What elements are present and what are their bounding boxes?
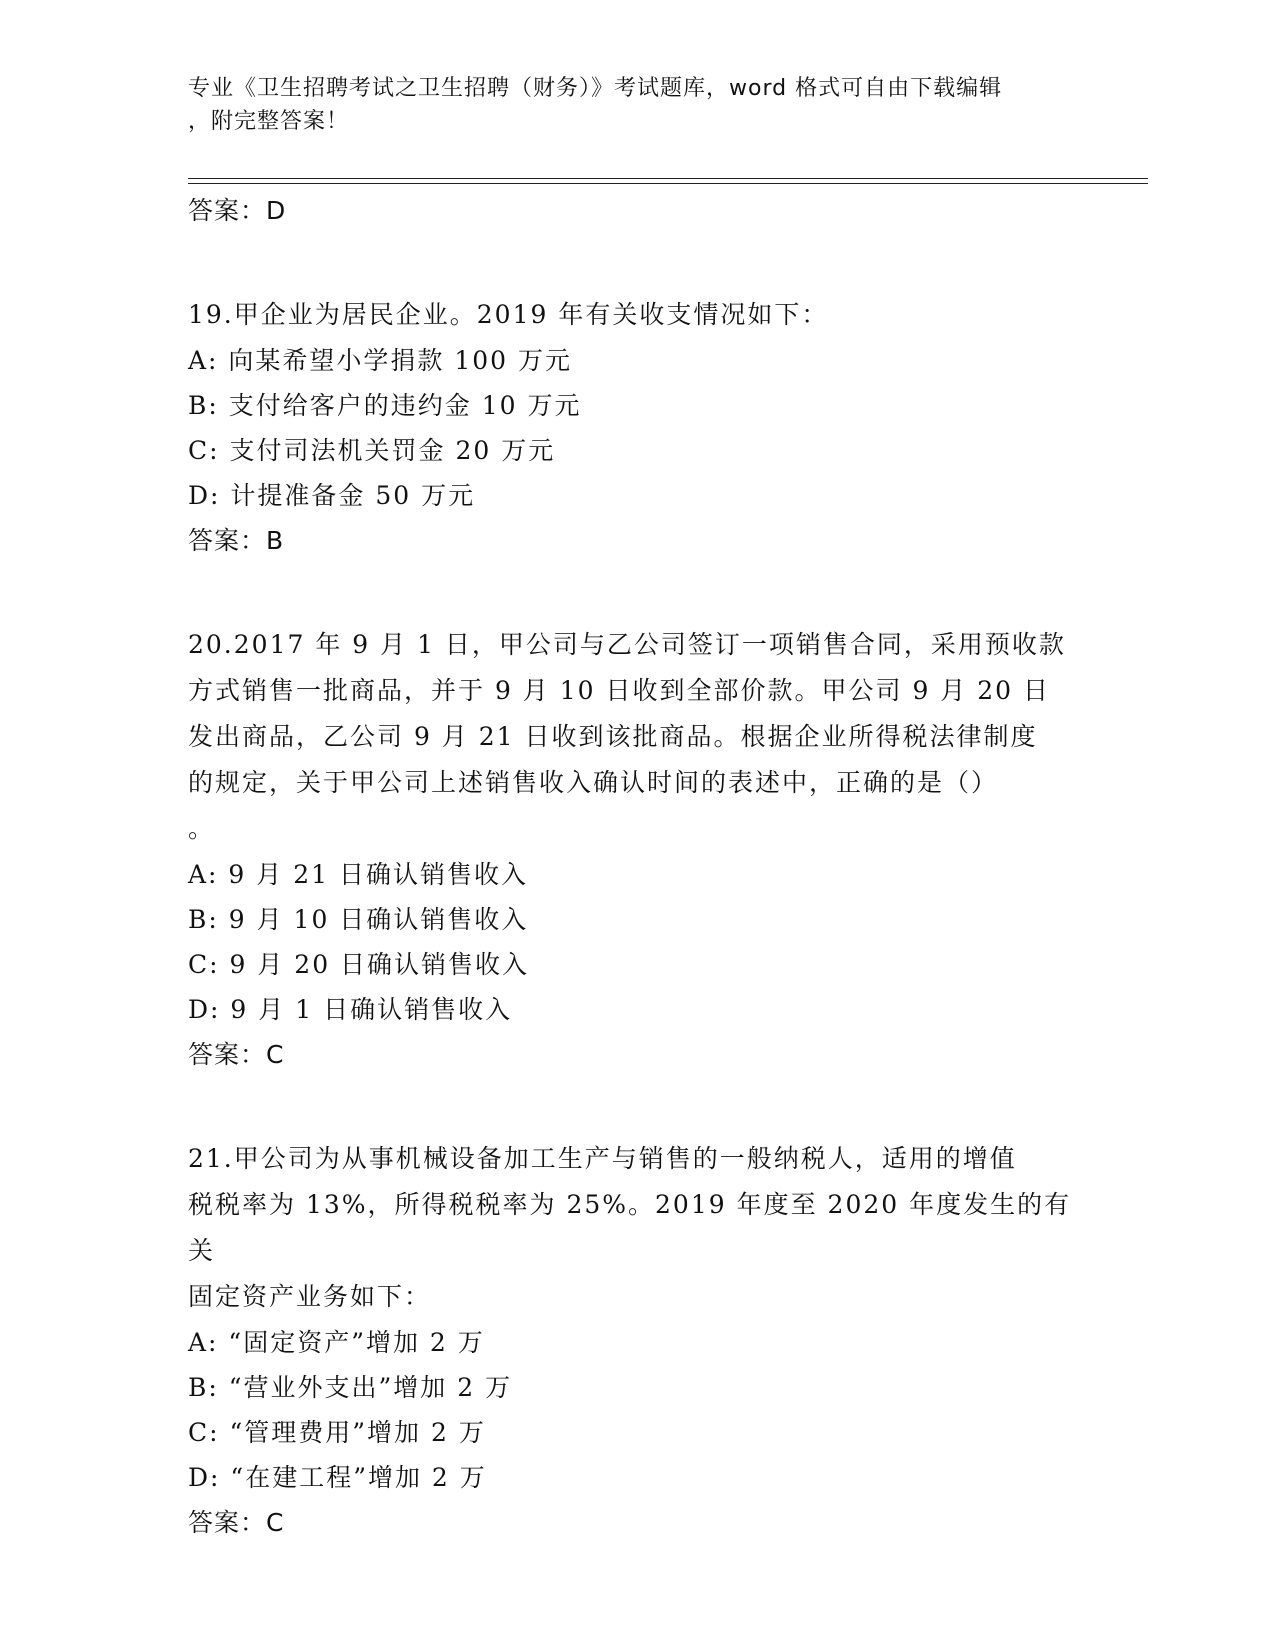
- answer-19: 答案：B: [188, 526, 285, 555]
- header-rule-bottom: [188, 183, 1148, 184]
- question-21-option-b: B: “营业外支出”增加 2 万: [188, 1373, 513, 1402]
- question-21-stem-line-2: 税税率为 13%，所得税税率为 25%。2019 年度至 2020 年度发生的有关: [188, 1190, 1072, 1265]
- question-20-stem-line-3: 发出商品，乙公司 9 月 21 日收到该批商品。根据企业所得税法律制度: [188, 722, 1038, 751]
- header-line-2: ，附完整答案！: [188, 109, 350, 134]
- question-21-option-d: D: “在建工程”增加 2 万: [188, 1463, 487, 1492]
- question-21-option-a: A: “固定资产”增加 2 万: [188, 1328, 485, 1357]
- question-21-stem-line-3: 固定资产业务如下：: [188, 1282, 432, 1311]
- question-20-stem-line-4: 的规定，关于甲公司上述销售收入确认时间的表述中，正确的是（）: [188, 768, 999, 797]
- question-20-option-b: B: 9 月 10 日确认销售收入: [188, 905, 529, 934]
- answer-18: 答案：D: [188, 196, 287, 225]
- question-19-stem: 19.甲企业为居民企业。2019 年有关收支情况如下：: [188, 300, 829, 329]
- question-20-option-c: C: 9 月 20 日确认销售收入: [188, 950, 530, 979]
- question-20: [188, 622, 1088, 1078]
- header-rule-top: [188, 178, 1148, 179]
- question-20-option-d: D: 9 月 1 日确认销售收入: [188, 995, 513, 1024]
- header-line-1: 专业《卫生招聘考试之卫生招聘（财务）》考试题库，word 格式可自由下载编辑: [188, 76, 1003, 101]
- question-19-option-a: A: 向某希望小学捐款 100 万元: [188, 346, 573, 375]
- question-21-stem-line-1: 21.甲公司为从事机械设备加工生产与销售的一般纳税人，适用的增值: [188, 1144, 1017, 1173]
- answer-21: 答案：C: [188, 1508, 285, 1537]
- question-20-stem-line-1: 20.2017 年 9 月 1 日，甲公司与乙公司签订一项销售合同，采用预收款: [188, 630, 1066, 659]
- question-19-option-d: D: 计提准备金 50 万元: [188, 481, 476, 510]
- question-21-option-c: C: “管理费用”增加 2 万: [188, 1418, 486, 1447]
- question-19-option-c: C: 支付司法机关罚金 20 万元: [188, 436, 556, 465]
- answer-20: 答案：C: [188, 1040, 285, 1069]
- question-content: [188, 188, 1088, 1546]
- question-19: [188, 292, 1088, 564]
- page-header: [188, 72, 1068, 138]
- question-20-stem-line-5: 。: [188, 814, 216, 843]
- question-21: [188, 1136, 1088, 1546]
- question-20-option-a: A: 9 月 21 日确认销售收入: [188, 860, 528, 889]
- question-19-option-b: B: 支付给客户的违约金 10 万元: [188, 391, 582, 420]
- question-20-stem-line-2: 方式销售一批商品，并于 9 月 10 日收到全部价款。甲公司 9 月 20 日: [188, 676, 1051, 705]
